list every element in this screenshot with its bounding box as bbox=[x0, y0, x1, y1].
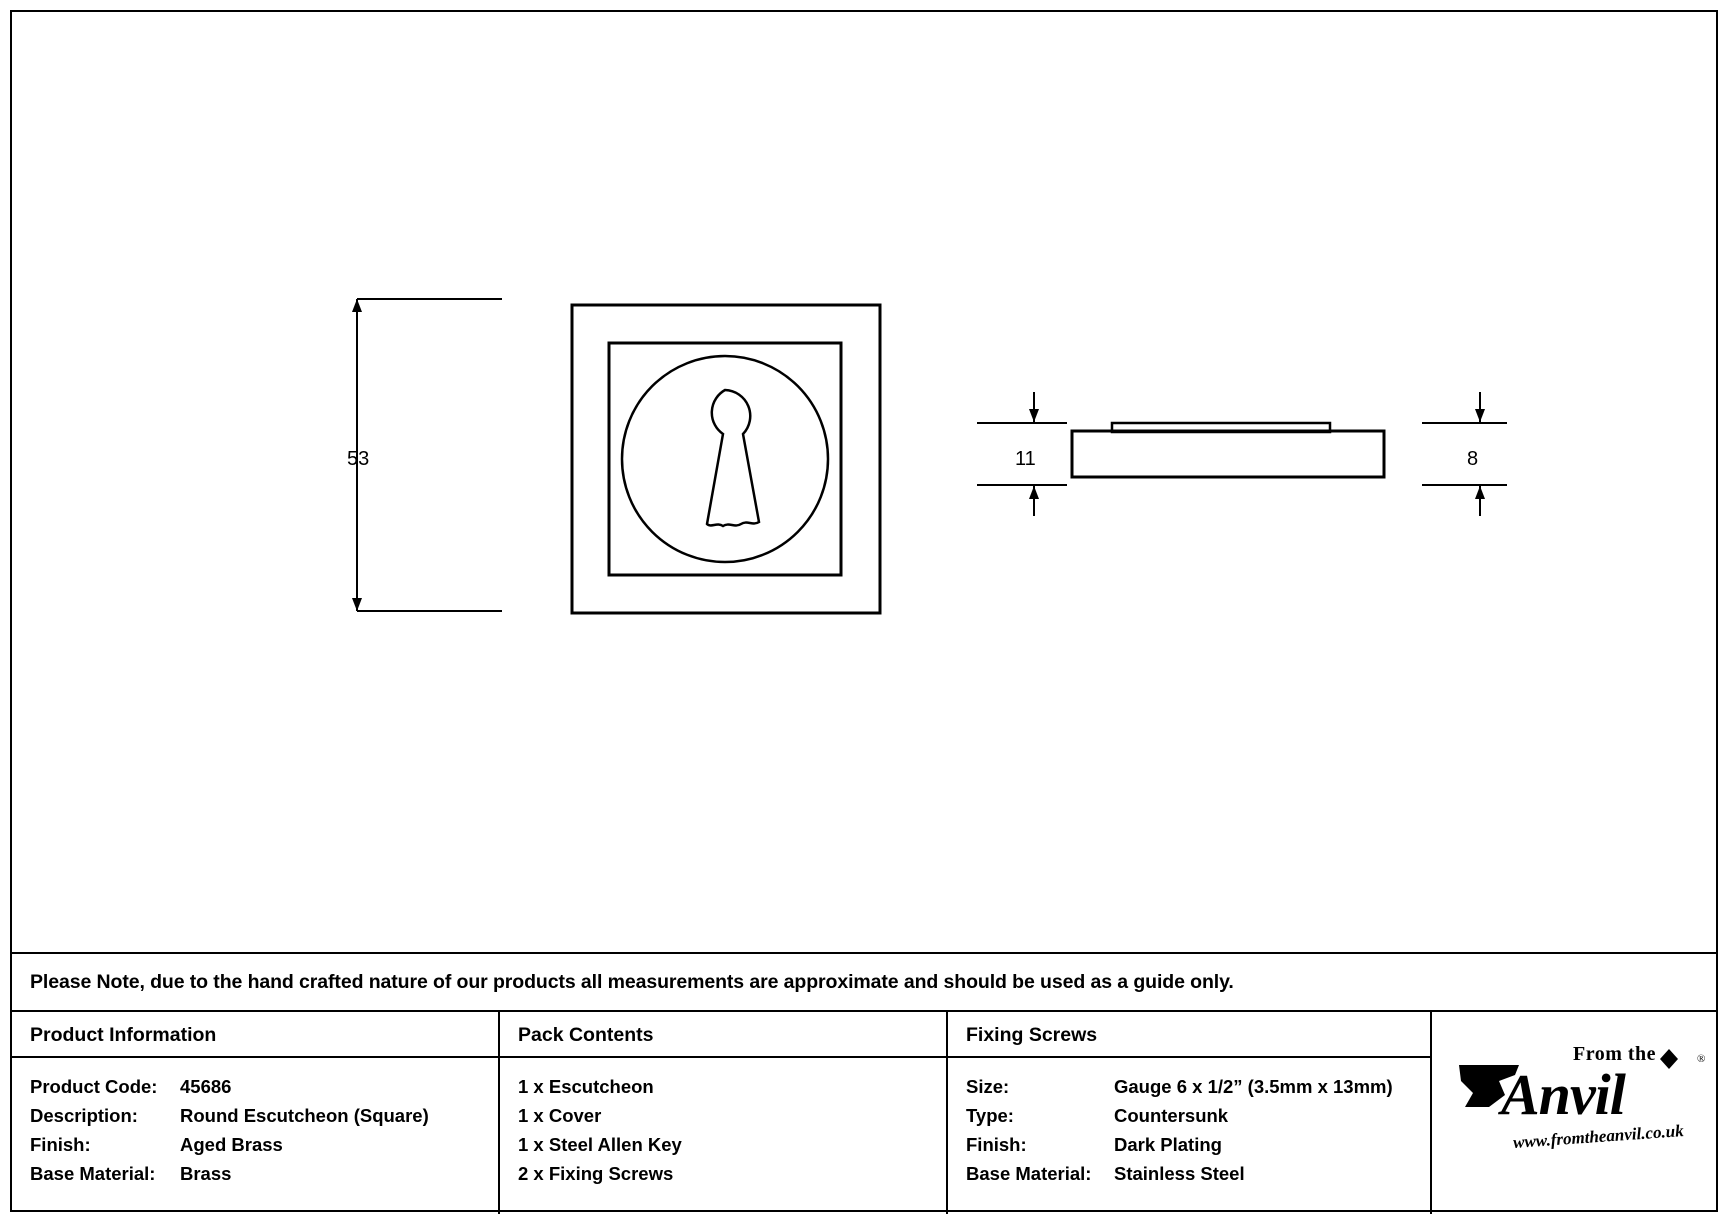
note-bar bbox=[12, 952, 1716, 1010]
table-row bbox=[966, 1101, 1412, 1130]
drawing-sheet bbox=[10, 10, 1718, 1212]
base-material-value: Brass bbox=[180, 1163, 232, 1184]
product-code-value: 45686 bbox=[180, 1076, 232, 1097]
table-row bbox=[30, 1159, 480, 1188]
escutcheon-drawing-svg bbox=[12, 12, 1716, 952]
fixing-screws-heading: Fixing Screws bbox=[966, 1024, 1098, 1046]
logo-website-url: www.fromtheanvil.co.uk bbox=[1512, 1121, 1685, 1152]
table-row bbox=[966, 1130, 1412, 1159]
product-information-body bbox=[12, 1058, 498, 1188]
dimension-label-height: 53 bbox=[347, 448, 370, 470]
product-information-header bbox=[12, 1012, 498, 1058]
front-view bbox=[572, 305, 880, 613]
finish-value: Aged Brass bbox=[180, 1134, 283, 1155]
registered-trademark-mark: ® bbox=[1697, 1053, 1706, 1065]
screw-type-label: Type: bbox=[966, 1105, 1014, 1126]
table-row bbox=[30, 1072, 480, 1101]
pack-contents-heading: Pack Contents bbox=[518, 1024, 654, 1046]
fixing-screws-column bbox=[948, 1012, 1432, 1214]
screw-size-value: Gauge 6 x 1/2” (3.5mm x 13mm) bbox=[1114, 1076, 1393, 1097]
table-row bbox=[30, 1101, 480, 1130]
from-the-anvil-logo bbox=[1455, 1035, 1717, 1167]
screw-size-label: Size: bbox=[966, 1076, 1010, 1097]
screw-type-value: Countersunk bbox=[1114, 1105, 1229, 1126]
measurement-note: Please Note, due to the hand crafted nature of our products all measurements are approximate and should be used as a guide only. bbox=[30, 971, 1234, 993]
table-row bbox=[30, 1130, 480, 1159]
side-view bbox=[1072, 423, 1384, 477]
list-item: 1 x Cover bbox=[518, 1105, 602, 1126]
table-row bbox=[966, 1159, 1412, 1188]
table-row bbox=[966, 1072, 1412, 1101]
keyhole-shape bbox=[707, 390, 759, 526]
pack-contents-header bbox=[500, 1012, 946, 1058]
screw-finish-value: Dark Plating bbox=[1114, 1134, 1222, 1155]
dimension-label-thickness: 11 bbox=[1015, 448, 1036, 470]
base-material-label: Base Material: bbox=[30, 1163, 156, 1184]
product-information-column bbox=[12, 1012, 500, 1214]
finish-label: Finish: bbox=[30, 1134, 91, 1155]
pack-contents-column bbox=[500, 1012, 948, 1214]
list-item: 1 x Escutcheon bbox=[518, 1076, 654, 1097]
product-code-label: Product Code: bbox=[30, 1076, 158, 1097]
pack-contents-body bbox=[500, 1058, 946, 1188]
list-item: 2 x Fixing Screws bbox=[518, 1163, 674, 1184]
product-information-heading: Product Information bbox=[30, 1024, 217, 1046]
projection-dimension bbox=[1422, 392, 1507, 516]
technical-drawing-area bbox=[12, 12, 1716, 952]
logo-name: Anvil bbox=[1501, 1062, 1625, 1127]
screw-base-material-label: Base Material: bbox=[966, 1163, 1092, 1184]
screw-finish-label: Finish: bbox=[966, 1134, 1027, 1155]
fixing-screws-header bbox=[948, 1012, 1430, 1058]
fixing-screws-body bbox=[948, 1058, 1430, 1188]
height-dimension bbox=[352, 299, 502, 611]
description-label: Description: bbox=[30, 1105, 138, 1126]
dimension-label-projection: 8 bbox=[1467, 448, 1479, 470]
logo-top-line: From the bbox=[1573, 1043, 1657, 1065]
screw-base-material-value: Stainless Steel bbox=[1114, 1163, 1245, 1184]
description-value: Round Escutcheon (Square) bbox=[180, 1105, 429, 1126]
list-item: 1 x Steel Allen Key bbox=[518, 1134, 682, 1155]
